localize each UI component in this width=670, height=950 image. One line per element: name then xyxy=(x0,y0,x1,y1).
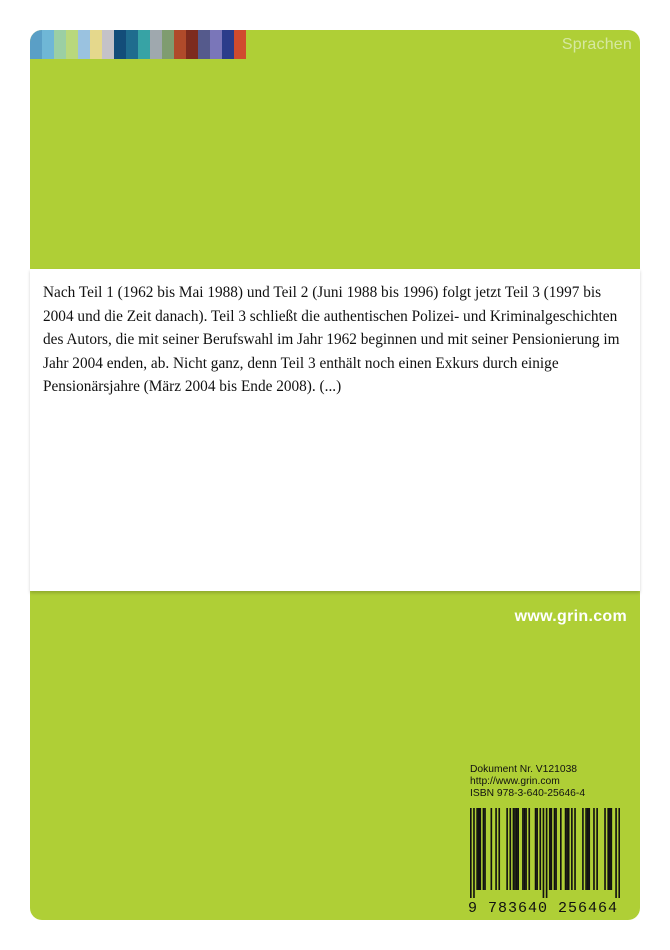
barcode-block xyxy=(468,764,626,920)
barcode-bar xyxy=(535,808,537,890)
barcode-bar xyxy=(607,808,609,890)
barcode-bar xyxy=(478,808,480,890)
blurb-text: Nach Teil 1 (1962 bis Mai 1988) und Teil 2 (Juni 1988 bis 1996) folgt jetzt Teil 3 (1997 bis 2004 und die Zeit danach). Teil 3 schließt die authentischen Polizei- und Kriminalgeschichten des Autors, die mit seiner Berufswahl im Jahr 1962 beginnen und mit seiner Pensionierung im Jahr 2004 enden, ab. Nicht ganz, denn Teil 3 enthält noch einen Exkurs durch einige Pensionärsjahre (März 2004 bis Ende 2008). (...) xyxy=(43,284,620,395)
color-stripe xyxy=(150,30,162,59)
barcode-bar xyxy=(565,808,567,890)
publisher-url: http://www.grin.com xyxy=(470,776,560,787)
barcode-bar xyxy=(574,808,576,890)
barcode-bar xyxy=(566,808,568,890)
barcode-bar xyxy=(479,808,481,890)
color-stripe-bar xyxy=(30,30,246,59)
color-stripe xyxy=(234,30,246,59)
blurb-panel xyxy=(30,269,640,591)
barcode-bar xyxy=(609,808,611,890)
barcode-bar xyxy=(513,808,515,890)
barcode-bar xyxy=(473,808,475,898)
isbn-digits: 9 783640 256464 xyxy=(468,900,619,917)
barcode-bar xyxy=(588,808,590,890)
publisher-website: www.grin.com xyxy=(514,608,627,625)
color-stripe xyxy=(138,30,150,59)
barcode-bar xyxy=(587,808,589,890)
barcode-bar xyxy=(604,808,606,890)
barcode-bar xyxy=(516,808,518,890)
color-stripe xyxy=(54,30,66,59)
color-stripe xyxy=(66,30,78,59)
color-stripe xyxy=(30,30,42,59)
barcode-bar xyxy=(554,808,556,890)
color-stripe xyxy=(198,30,210,59)
barcode-bar xyxy=(571,808,573,890)
barcode-bar xyxy=(525,808,527,890)
barcode-bar xyxy=(522,808,524,890)
barcode-bar xyxy=(495,808,497,890)
color-stripe xyxy=(222,30,234,59)
color-stripe xyxy=(210,30,222,59)
category-label: Sprachen xyxy=(561,36,632,53)
barcode-bar xyxy=(596,808,598,890)
barcode-bar xyxy=(509,808,511,890)
barcode-bar xyxy=(483,808,485,890)
barcode-bar xyxy=(618,808,620,898)
barcode-bar xyxy=(549,808,551,890)
color-stripe xyxy=(126,30,138,59)
barcode-bar xyxy=(506,808,508,890)
barcode-bar xyxy=(539,808,541,890)
color-stripe xyxy=(102,30,114,59)
barcode-bar xyxy=(528,808,530,890)
barcode-bar xyxy=(524,808,526,890)
barcode-bar xyxy=(484,808,486,890)
color-stripe xyxy=(114,30,126,59)
barcode-bar xyxy=(476,808,478,890)
barcode-bar xyxy=(470,808,472,898)
barcode-bar xyxy=(514,808,516,890)
color-stripe xyxy=(78,30,90,59)
barcode-bar xyxy=(615,808,617,898)
barcode-bar xyxy=(582,808,584,890)
color-stripe xyxy=(162,30,174,59)
color-stripe xyxy=(90,30,102,59)
barcode-bar xyxy=(536,808,538,890)
barcode-bar xyxy=(517,808,519,890)
barcode-bar xyxy=(555,808,557,890)
barcode-bar xyxy=(560,808,562,890)
barcode-bars xyxy=(470,808,620,898)
barcode-bar xyxy=(568,808,570,890)
barcode-bar xyxy=(585,808,587,890)
isbn-text: ISBN 978-3-640-25646-4 xyxy=(470,788,586,799)
barcode-bar xyxy=(491,808,493,890)
barcode-bar xyxy=(543,808,545,898)
document-number: Dokument Nr. V121038 xyxy=(470,764,578,775)
barcode-bar xyxy=(498,808,500,890)
color-stripe xyxy=(42,30,54,59)
barcode-bar xyxy=(546,808,548,898)
color-stripe xyxy=(186,30,198,59)
barcode-bar xyxy=(593,808,595,890)
color-stripe xyxy=(174,30,186,59)
barcode-bar xyxy=(551,808,553,890)
barcode-bar xyxy=(611,808,613,890)
